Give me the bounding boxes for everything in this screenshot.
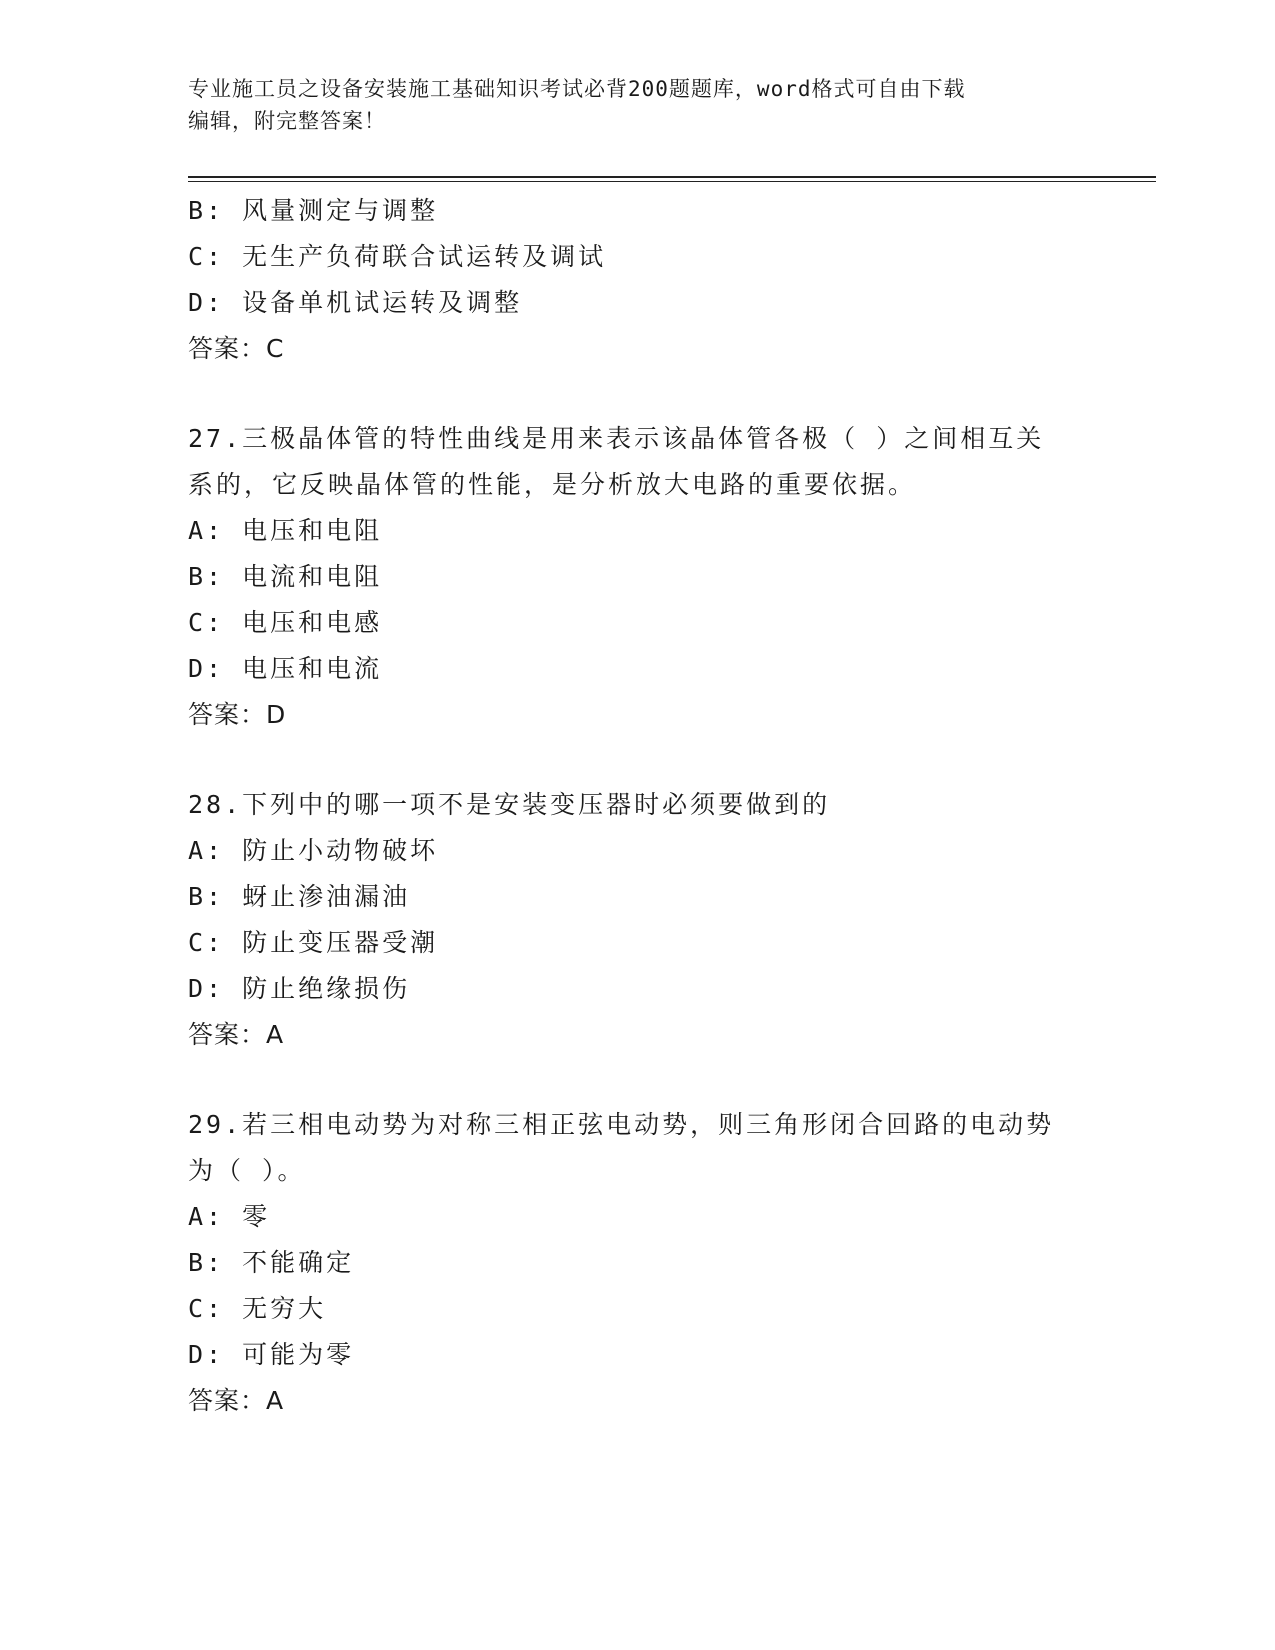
option-a: A: 零	[188, 1202, 271, 1231]
option-b: B: 蚜止渗油漏油	[188, 882, 411, 911]
question-block-26	[188, 188, 1088, 372]
option-a: A: 防止小动物破坏	[188, 836, 439, 865]
question-block-27	[188, 416, 1088, 738]
answer-label: 答案：D	[188, 700, 287, 729]
answer-label: 答案：C	[188, 334, 285, 363]
option-b: B: 电流和电阻	[188, 562, 383, 591]
answer-label: 答案：A	[188, 1386, 285, 1415]
option-c: C: 防止变压器受潮	[188, 928, 439, 957]
option-d: D: 电压和电流	[188, 654, 383, 683]
option-d: D: 防止绝缘损伤	[188, 974, 411, 1003]
answer-label: 答案：A	[188, 1020, 285, 1049]
spacer	[188, 738, 1088, 782]
spacer	[188, 372, 1088, 416]
question-stem-line-1: 28.下列中的哪一项不是安装变压器时必须要做到的	[188, 790, 831, 819]
question-stem-line-2: 为（ ）。	[188, 1156, 306, 1185]
question-block-28	[188, 782, 1088, 1058]
option-b: B: 不能确定	[188, 1248, 355, 1277]
header-line-2: 编辑，附完整答案！	[188, 109, 386, 133]
question-stem-line-1: 29.若三相电动势为对称三相正弦电动势，则三角形闭合回路的电动势	[188, 1110, 1055, 1139]
option-d: D: 设备单机试运转及调整	[188, 288, 523, 317]
question-list	[188, 188, 1088, 1424]
header-divider-thin	[188, 181, 1156, 182]
spacer	[188, 1058, 1088, 1102]
option-a: A: 电压和电阻	[188, 516, 383, 545]
question-stem-line-1: 27.三极晶体管的特性曲线是用来表示该晶体管各极（ ）之间相互关	[188, 424, 1045, 453]
option-c: C: 无穷大	[188, 1294, 327, 1323]
option-c: C: 无生产负荷联合试运转及调试	[188, 242, 607, 271]
question-block-29	[188, 1102, 1088, 1424]
document-header	[188, 73, 1088, 137]
header-line-1: 专业施工员之设备安装施工基础知识考试必背200题题库，word格式可自由下载	[188, 77, 966, 101]
option-c: C: 电压和电感	[188, 608, 383, 637]
header-divider-thick	[188, 176, 1156, 178]
option-d: D: 可能为零	[188, 1340, 355, 1369]
option-b: B: 风量测定与调整	[188, 196, 439, 225]
question-stem-line-2: 系的，它反映晶体管的性能，是分析放大电路的重要依据。	[188, 470, 917, 499]
